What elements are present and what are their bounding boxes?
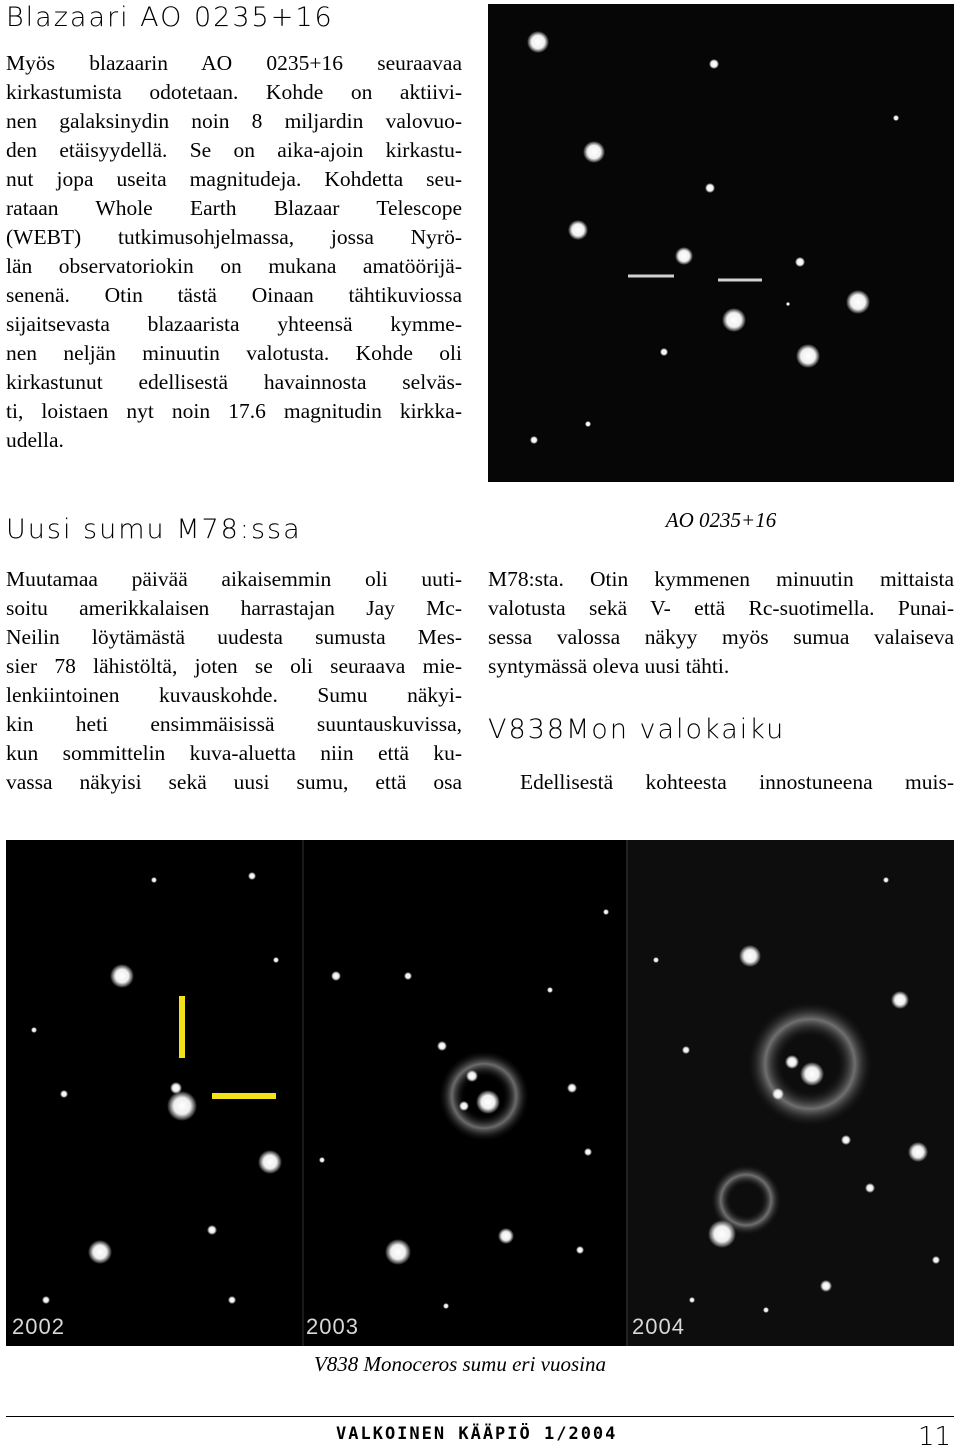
blazar-text-line: senenä. Otin tästä Oinaan tähtikuviossa [6, 283, 462, 307]
blazar-text-line: nen galaksinydin noin 8 miljardin valovuo- [6, 109, 462, 133]
blazar-text-line: kirkastumista odotetaan. Kohde on aktiivi- [6, 80, 462, 104]
footer-magazine-title: VALKOINEN KÄÄPIÖ 1/2004 [336, 1424, 618, 1444]
panel-year-2004: 2004 [632, 1314, 685, 1339]
m78-heading: Uusi sumu M78:ssa [6, 514, 302, 545]
blazar-text-line: nut jopa useita magnitudeja. Kohdetta seu- [6, 167, 462, 191]
blazar-photo-caption: AO 0235+16 [665, 508, 777, 532]
m78-text-line: vassa näkyisi sekä uusi sumu, että osa [6, 770, 462, 794]
blazar-text-line: sijaitsevasta blazaarista yhteensä kymme- [6, 312, 462, 336]
blazar-text-line: udella. [6, 428, 64, 452]
m78-text-line: lenkiintoinen kuvauskohde. Sumu näkyi- [6, 683, 462, 707]
m78-paragraph-continued [488, 565, 954, 681]
v838-paragraph [520, 768, 954, 797]
m78-cont-text-line: valotusta sekä V- että Rc-suotimella. Punai- [488, 596, 954, 620]
v838-heading: V838Mon valokaiku [488, 714, 786, 745]
panel-year-2003: 2003 [306, 1314, 359, 1339]
blazar-heading: Blazaari AO 0235+16 [6, 2, 334, 33]
blazar-text-line: nen neljän minuutin valotusta. Kohde oli [6, 341, 462, 365]
blazar-photo [488, 4, 954, 482]
m78-text-line: Neilin löytämästä uudesta sumusta Mes- [6, 625, 462, 649]
m78-cont-text-line: sessa valossa näkyy myös sumua valaiseva [488, 625, 954, 649]
blazar-text-line: Myös blazaarin AO 0235+16 seuraavaa [6, 51, 462, 75]
blazar-starfield [488, 4, 954, 482]
m78-cont-text-line: M78:sta. Otin kymmenen minuutin mittaista [488, 567, 954, 591]
page-number: 11 [918, 1422, 952, 1452]
blazar-text-line: län observatoriokin on mukana amatöörijä- [6, 254, 462, 278]
m78-text-line: soitu amerikkalaisen harrastajan Jay Mc- [6, 596, 462, 620]
m78-cont-text-line: syntymässä oleva uusi tähti. [488, 654, 730, 678]
blazar-text-line: ti, loistaen nyt noin 17.6 magnitudin kirkka- [6, 399, 462, 423]
panel-year-2002: 2002 [12, 1314, 65, 1339]
m78-text-line: kun sommittelin kuva-aluetta niin että ku- [6, 741, 462, 765]
blazar-text-line: kirkastunut edellisestä havainnosta selväs- [6, 370, 462, 394]
blazar-text-line: rataan Whole Earth Blazaar Telescope [6, 196, 462, 220]
footer-rule [6, 1416, 954, 1417]
v838-text-line: Edellisestä kohteesta innostuneena muis- [520, 770, 954, 794]
m78-text-line: Muutamaa päivää aikaisemmin oli uuti- [6, 567, 462, 591]
blazar-paragraph [6, 49, 462, 455]
blazar-text-line: den etäisyydellä. Se on aika-ajoin kirkastu- [6, 138, 462, 162]
m78-text-line: kin heti ensimmäisissä suuntauskuvissa, [6, 712, 462, 736]
v838-photo-caption: V838 Monoceros sumu eri vuosina [313, 1352, 607, 1376]
m78-paragraph [6, 565, 462, 797]
m78-text-line: sier 78 lähistöltä, joten se oli seuraava mie- [6, 654, 462, 678]
blazar-text-line: (WEBT) tutkimusohjelmassa, jossa Nyrö- [6, 225, 462, 249]
v838-panels-graphic [6, 840, 954, 1346]
v838-photo-strip [6, 840, 954, 1346]
